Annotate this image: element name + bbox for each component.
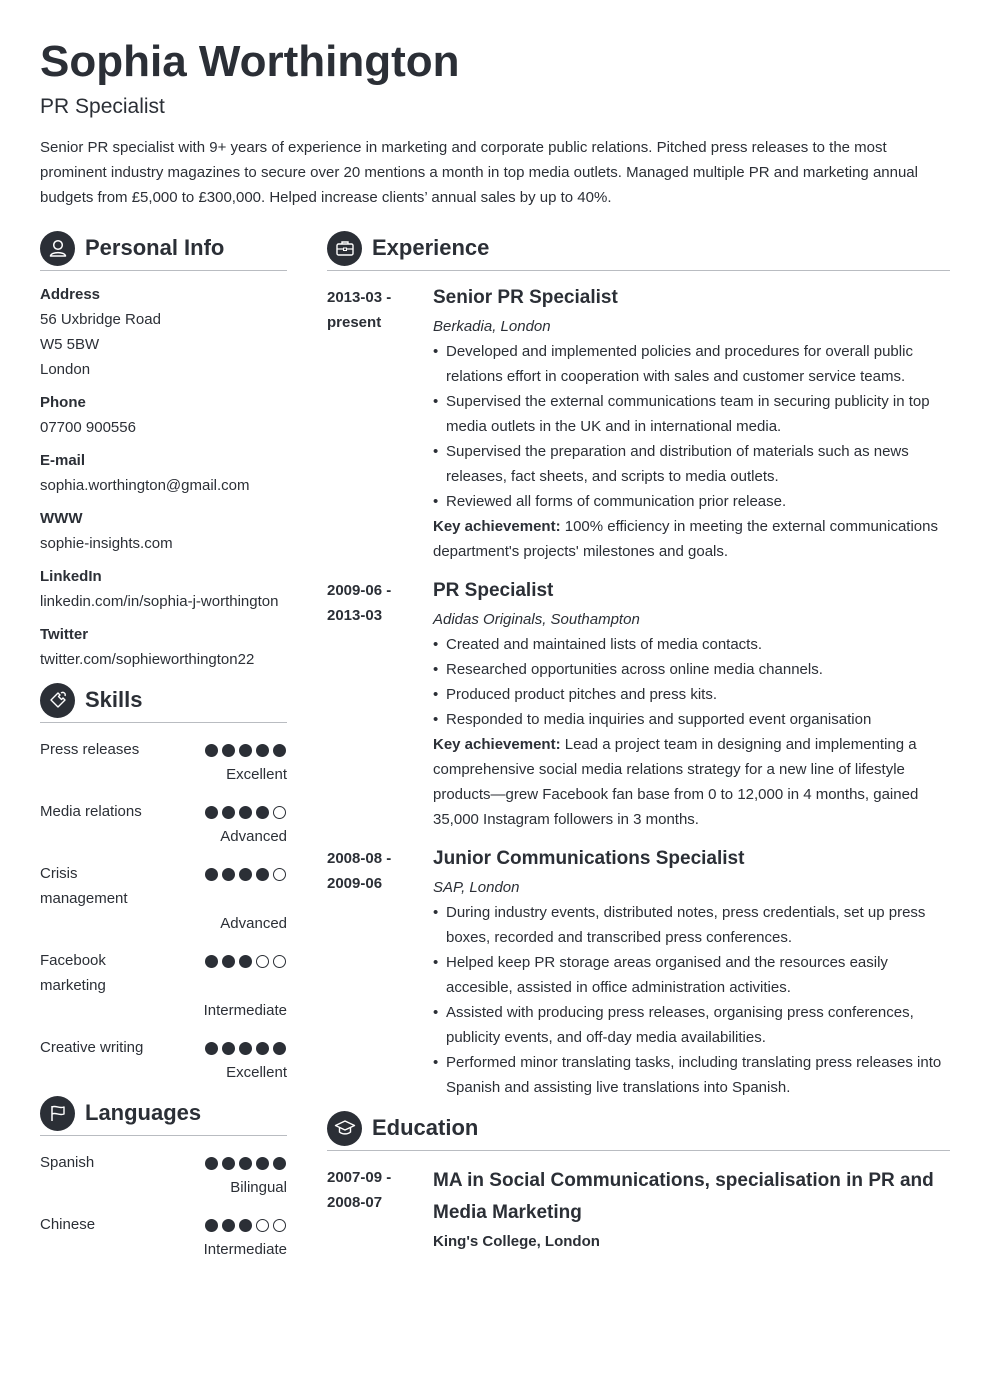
- rating-dot-filled: [222, 806, 235, 819]
- education-header: [327, 1110, 950, 1151]
- experience-bullets: [433, 339, 950, 514]
- rating-dot-filled: [273, 1157, 286, 1170]
- education-school: King's College, London: [433, 1233, 600, 1250]
- rating-dot-filled: [205, 955, 218, 968]
- language-item: [40, 1150, 287, 1198]
- experience-company: SAP, London: [433, 879, 520, 896]
- graduation-cap-icon: [327, 1111, 362, 1146]
- bullet-item: • Performed minor translating tasks, including translating press releases into Spanish and assisting live translations into Spanish.: [433, 1050, 950, 1100]
- skill-rating: [205, 955, 286, 968]
- rating-dot-filled: [239, 955, 252, 968]
- education-title: Education: [372, 1115, 479, 1140]
- language-item: [40, 1212, 287, 1260]
- rating-dot-filled: [222, 868, 235, 881]
- resume-summary: Senior PR specialist with 9+ years of experience in marketing and corporate public relations. Pitched press releases to the most prominent industry magazines to secure over 20 mentions a month in top media outlets. Managed multiple PR and marketing annual budgets from £5,000 to £300,000. Helped increase clients’ annual sales by up to 40%.: [40, 139, 918, 206]
- rating-dot-filled: [239, 1042, 252, 1055]
- bullet-item: • Reviewed all forms of communication prior release.: [433, 489, 950, 514]
- email-label: E-mail: [40, 452, 86, 469]
- bullet-item: • Helped keep PR storage areas organised and the resources easily accesible, assisted in office administration activities.: [433, 950, 950, 1000]
- rating-dot-filled: [273, 744, 286, 757]
- experience-entry: [327, 846, 950, 1100]
- personal-info-list: [40, 271, 287, 672]
- date-end: 2013-03: [327, 607, 383, 624]
- skill-level: Advanced: [220, 828, 287, 845]
- rating-dot-empty: [256, 1219, 269, 1232]
- skill-name: Media relations: [40, 803, 142, 820]
- bullet-item: • Supervised the preparation and distribution of materials such as news releases, fact sheets, and scripts to media outlets.: [433, 439, 950, 489]
- bullet-item: • Created and maintained lists of media contacts.: [433, 632, 950, 657]
- rating-dot-empty: [273, 806, 286, 819]
- language-level: Intermediate: [203, 1241, 287, 1258]
- date-end: 2009-06: [327, 875, 383, 892]
- personal-info-title: Personal Info: [85, 235, 225, 260]
- experience-bullets: [433, 900, 950, 1100]
- skill-name: Crisis management: [40, 865, 128, 907]
- key-achievement-label: Key achievement:: [433, 518, 561, 535]
- rating-dot-filled: [222, 1157, 235, 1170]
- language-rating: [205, 1219, 286, 1232]
- bullet-item: • Produced product pitches and press kits.: [433, 682, 950, 707]
- rating-dot-empty: [273, 868, 286, 881]
- skill-item: [40, 737, 287, 785]
- experience-company: Berkadia, London: [433, 318, 551, 335]
- rating-dot-filled: [205, 1219, 218, 1232]
- date-start: 2009-06 -: [327, 582, 392, 599]
- rating-dot-filled: [222, 955, 235, 968]
- rating-dot-filled: [256, 806, 269, 819]
- languages-header: [40, 1095, 287, 1136]
- address-line: W5 5BW: [40, 336, 100, 353]
- address-line: 56 Uxbridge Road: [40, 311, 161, 328]
- experience-company: Adidas Originals, Southampton: [433, 611, 640, 628]
- personal-info-header: [40, 230, 287, 271]
- education-degree: MA in Social Communications, specialisation in PR and Media Marketing: [433, 1170, 934, 1223]
- skills-title: Skills: [85, 687, 143, 712]
- rating-dot-filled: [205, 744, 218, 757]
- resume-name: Sophia Worthington: [40, 37, 460, 86]
- skill-item: [40, 1035, 287, 1083]
- bullet-item: • Assisted with producing press releases, organising press conferences, publicity events, and off-day media availabilities.: [433, 1000, 950, 1050]
- rating-dot-filled: [239, 1219, 252, 1232]
- briefcase-icon: [327, 231, 362, 266]
- skill-name: Creative writing: [40, 1039, 144, 1056]
- skill-item: [40, 799, 287, 847]
- experience-entry: [327, 285, 950, 564]
- date-start: 2013-03 -: [327, 289, 392, 306]
- tools-icon: [40, 683, 75, 718]
- education-dates: [327, 1165, 433, 1254]
- rating-dot-filled: [239, 1157, 252, 1170]
- skill-rating: [205, 744, 286, 757]
- key-achievement-text: Lead a project team in designing and implementing a comprehensive social media relations strategy for a new line of lifestyle products—grew Facebook fan base from 0 to 12,000 in 4 months, gained 35,000 Instagram followers in 3 months.: [433, 736, 919, 828]
- rating-dot-filled: [205, 806, 218, 819]
- language-level: Bilingual: [230, 1179, 287, 1196]
- experience-dates: [327, 846, 433, 1100]
- rating-dot-filled: [256, 1042, 269, 1055]
- left-column: [40, 230, 287, 1260]
- rating-dot-empty: [256, 955, 269, 968]
- date-start: 2007-09 -: [327, 1169, 392, 1186]
- email-link[interactable]: sophia.worthington@gmail.com: [40, 477, 250, 494]
- rating-dot-filled: [239, 868, 252, 881]
- flag-icon: [40, 1096, 75, 1131]
- rating-dot-filled: [222, 1219, 235, 1232]
- experience-title: Experience: [372, 235, 490, 260]
- rating-dot-filled: [205, 1157, 218, 1170]
- languages-list: [40, 1150, 287, 1260]
- rating-dot-filled: [256, 744, 269, 757]
- skill-level: Intermediate: [203, 1002, 287, 1019]
- skill-rating: [205, 868, 286, 881]
- experience-dates: [327, 578, 433, 832]
- phone-label: Phone: [40, 394, 86, 411]
- twitter-label: Twitter: [40, 626, 89, 643]
- rating-dot-filled: [239, 744, 252, 757]
- skill-level: Advanced: [220, 915, 287, 932]
- experience-dates: [327, 285, 433, 564]
- experience-title-text: Senior PR Specialist: [433, 287, 618, 308]
- phone-value: 07700 900556: [40, 419, 136, 436]
- bullet-item: • During industry events, distributed notes, press credentials, set up press boxes, recorded and transcribed press conferences.: [433, 900, 950, 950]
- key-achievement: [433, 732, 950, 832]
- skill-rating: [205, 806, 286, 819]
- www-label: WWW: [40, 510, 83, 527]
- bullet-item: • Developed and implemented policies and procedures for overall public relations effort in cooperation with sales and customer service teams.: [433, 339, 950, 389]
- key-achievement-text: 100% efficiency in meeting the external communications department's projects' milestones and goals.: [433, 518, 938, 560]
- languages-title: Languages: [85, 1100, 202, 1125]
- rating-dot-filled: [256, 868, 269, 881]
- experience-title-text: PR Specialist: [433, 580, 554, 601]
- language-name: Chinese: [40, 1216, 96, 1233]
- linkedin-label: LinkedIn: [40, 568, 102, 585]
- bullet-item: • Responded to media inquiries and supported event organisation: [433, 707, 950, 732]
- skill-name: Facebook marketing: [40, 952, 106, 994]
- experience-entry: [327, 578, 950, 832]
- education-entry: [327, 1165, 950, 1254]
- skills-list: [40, 737, 287, 1083]
- bullet-item: • Researched opportunities across online media channels.: [433, 657, 950, 682]
- experience-header: [327, 230, 950, 271]
- resume-job-title: PR Specialist: [40, 95, 165, 118]
- rating-dot-filled: [273, 1042, 286, 1055]
- key-achievement-label: Key achievement:: [433, 736, 561, 753]
- address-line: London: [40, 361, 91, 378]
- rating-dot-filled: [205, 1042, 218, 1055]
- date-end: present: [327, 314, 382, 331]
- experience-title-text: Junior Communications Specialist: [433, 848, 745, 869]
- address-label: Address: [40, 286, 101, 303]
- skill-level: Excellent: [226, 766, 287, 783]
- experience-bullets: [433, 632, 950, 732]
- right-column: [327, 230, 950, 1254]
- language-rating: [205, 1157, 286, 1170]
- rating-dot-empty: [273, 955, 286, 968]
- rating-dot-filled: [256, 1157, 269, 1170]
- skill-name: Press releases: [40, 741, 140, 758]
- person-icon: [40, 231, 75, 266]
- rating-dot-filled: [222, 744, 235, 757]
- twitter-link[interactable]: twitter.com/sophieworthington22: [40, 651, 255, 668]
- skill-item: [40, 861, 287, 934]
- date-end: 2008-07: [327, 1194, 383, 1211]
- language-name: Spanish: [40, 1154, 95, 1171]
- rating-dot-filled: [205, 868, 218, 881]
- bullet-item: • Supervised the external communications team in securing publicity in top media outlets in the UK and in international media.: [433, 389, 950, 439]
- rating-dot-filled: [239, 806, 252, 819]
- rating-dot-empty: [273, 1219, 286, 1232]
- skill-rating: [205, 1042, 286, 1055]
- date-start: 2008-08 -: [327, 850, 392, 867]
- skill-level: Excellent: [226, 1064, 287, 1081]
- linkedin-link[interactable]: linkedin.com/in/sophia-j-worthington: [40, 593, 279, 610]
- key-achievement: [433, 514, 950, 564]
- rating-dot-filled: [222, 1042, 235, 1055]
- skills-header: [40, 682, 287, 723]
- skill-item: [40, 948, 287, 1021]
- www-link[interactable]: sophie-insights.com: [40, 535, 173, 552]
